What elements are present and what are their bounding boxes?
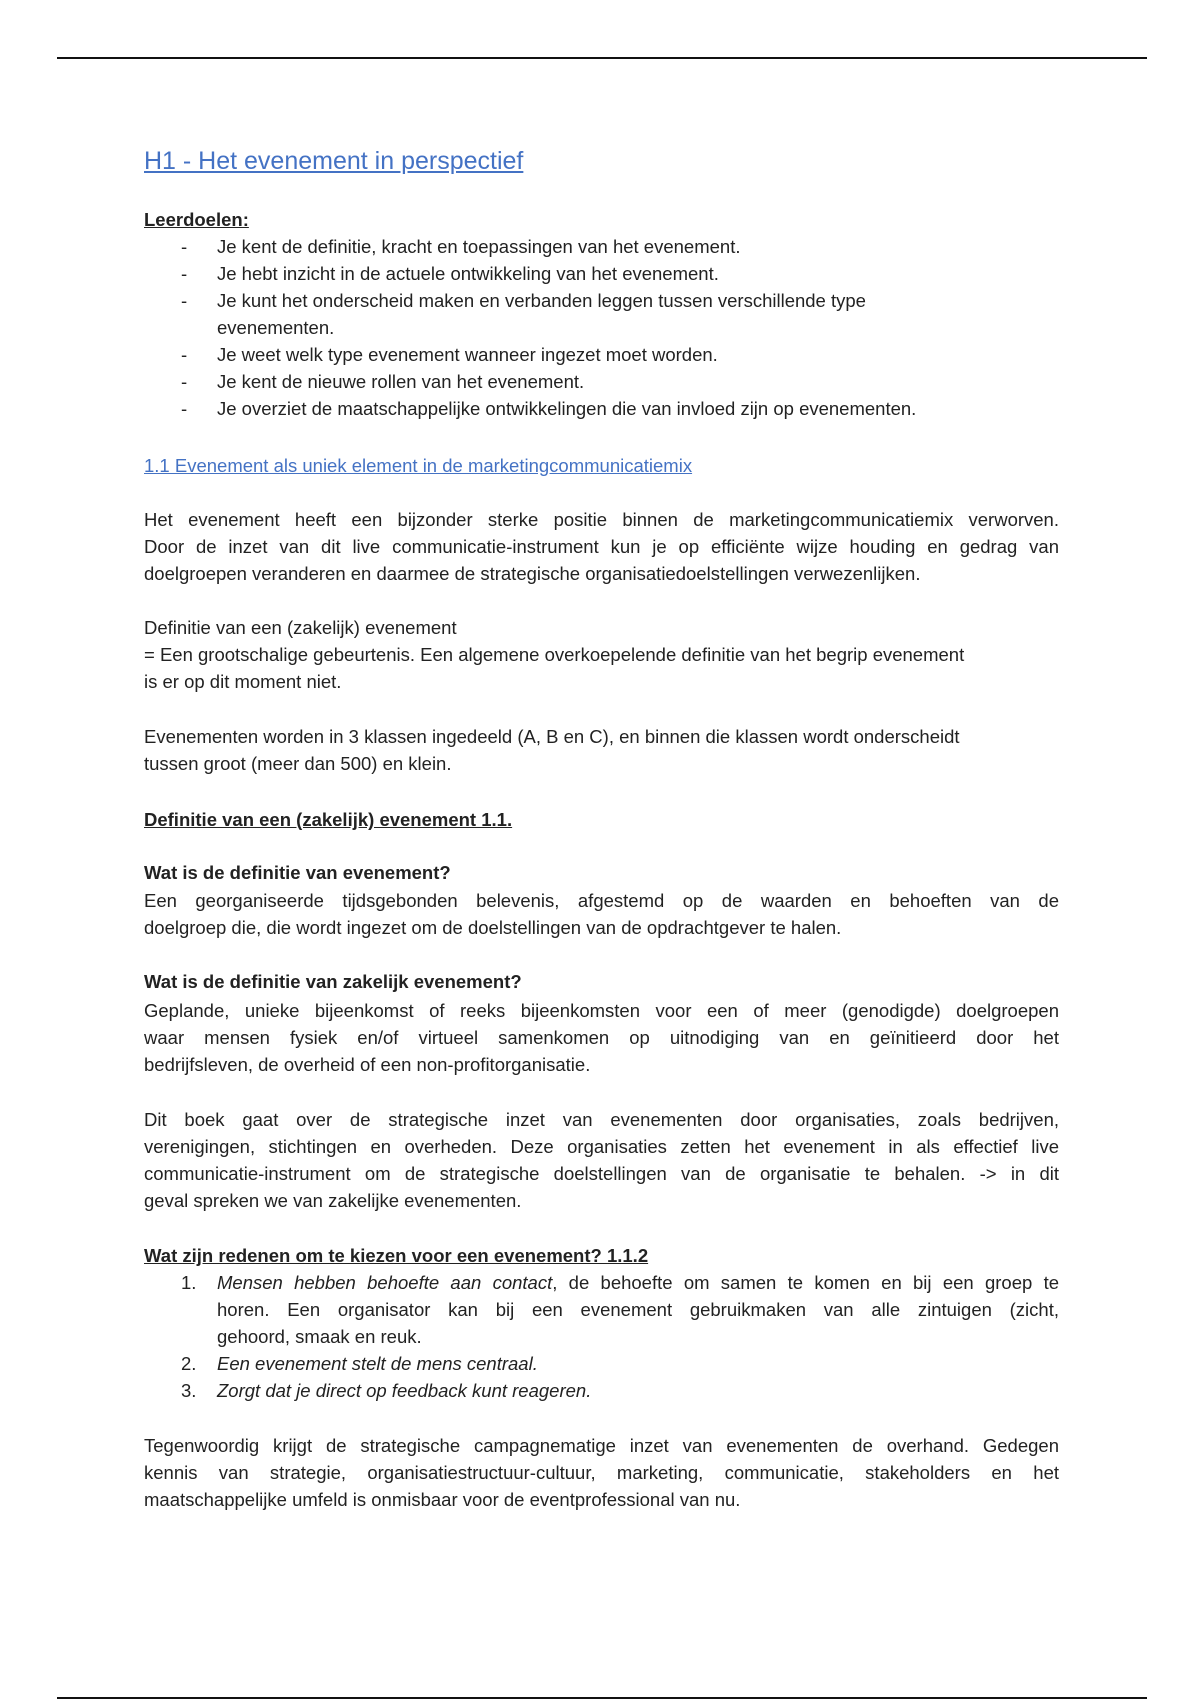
- text-line: bedrijfsleven, de overheid of een non-profitorganisatie.: [144, 1054, 591, 1075]
- text-line: waar mensen fysiek en/of virtueel samenkomen op uitnodiging van en geïnitieerd door het: [144, 1027, 1059, 1048]
- answer-2: [144, 997, 1059, 1078]
- bullet-marker: -: [181, 263, 188, 284]
- text-line: geval spreken we van zakelijke evenementen.: [144, 1190, 522, 1211]
- book-paragraph: [144, 1106, 1059, 1214]
- text-line: maatschappelijke umfeld is onmisbaar voor de eventprofessional van nu.: [144, 1489, 741, 1510]
- list-item-text: Je hebt inzicht in de actuele ontwikkeling van het evenement.: [217, 263, 719, 284]
- text-line: doelgroep die, die wordt ingezet om de doelstellingen van de opdrachtgever te halen.: [144, 917, 842, 938]
- bullet-marker: -: [181, 371, 188, 392]
- reasons-heading: [144, 1242, 1059, 1269]
- question-1-text: Wat is de definitie van evenement?: [144, 862, 451, 883]
- bullet-marker: -: [181, 290, 188, 311]
- list-item: [144, 233, 1059, 260]
- leerdoelen-section: [144, 206, 1059, 422]
- list-number: 2.: [181, 1353, 197, 1374]
- definition-paragraph: [144, 614, 1059, 695]
- section-heading: [144, 452, 1059, 479]
- intro-paragraph: [144, 506, 1059, 587]
- bullet-marker: -: [181, 344, 188, 365]
- text-line: verenigingen, stichtingen en overheden. Deze organisaties zetten het evenement in als effectief live: [144, 1136, 1059, 1157]
- list-item-text: evenementen.: [217, 317, 335, 338]
- list-number: 3.: [181, 1380, 197, 1401]
- list-item-text: Je kent de definitie, kracht en toepassingen van het evenement.: [217, 236, 741, 257]
- list-item: [144, 1269, 1059, 1350]
- question-2-text: Wat is de definitie van zakelijk evenement?: [144, 971, 522, 992]
- italic-text: Zorgt dat je direct op feedback kunt reageren.: [217, 1380, 592, 1401]
- leerdoelen-heading: Leerdoelen:: [144, 209, 249, 230]
- header-rule: [57, 57, 1147, 59]
- list-item-text: Je weet welk type evenement wanneer ingezet moet worden.: [217, 344, 718, 365]
- list-item: [144, 1377, 1059, 1404]
- text-line: Geplande, unieke bijeenkomst of reeks bijeenkomsten voor een of meer (genodigde) doelgroepen: [144, 1000, 1059, 1021]
- definition-heading-text: Definitie van een (zakelijk) evenement 1.1.: [144, 809, 513, 830]
- list-item: [144, 395, 1059, 422]
- list-item-text: [217, 1377, 1059, 1404]
- text-line: kennis van strategie, organisatiestructuur-cultuur, marketing, communicatie, stakeholders en het: [144, 1462, 1059, 1483]
- list-item-rest: , de behoefte om samen te komen en bij een groep te: [552, 1272, 1059, 1293]
- text-line: Door de inzet van dit live communicatie-instrument kun je op efficiënte wijze houding en gedrag van: [144, 536, 1059, 557]
- closing-paragraph: [144, 1432, 1059, 1513]
- reasons-heading-text: Wat zijn redenen om te kiezen voor een evenement? 1.1.2: [144, 1245, 649, 1266]
- text-line: Dit boek gaat over de strategische inzet van evenementen door organisaties, zoals bedrijven,: [144, 1109, 1059, 1130]
- list-item-text: [217, 1350, 1059, 1377]
- italic-text: Mensen hebben behoefte aan contact: [217, 1272, 553, 1293]
- text-line: Definitie van een (zakelijk) evenement: [144, 617, 457, 638]
- question-1: [144, 859, 1059, 886]
- list-item: [144, 341, 1059, 368]
- italic-text: Een evenement stelt de mens centraal.: [217, 1353, 538, 1374]
- footer-rule: [57, 1697, 1147, 1699]
- answer-1: [144, 887, 1059, 941]
- list-item: [144, 287, 1059, 341]
- list-item: [144, 368, 1059, 395]
- text-line: communicatie-instrument om de strategische doelstellingen van de organisatie te behalen. -> in dit: [144, 1163, 1059, 1184]
- title-text: H1 - Het evenement in perspectief: [144, 147, 524, 175]
- reasons-list: [144, 1269, 1059, 1404]
- list-number: 1.: [181, 1272, 197, 1293]
- text-line: = Een grootschalige gebeurtenis. Een algemene overkoepelende definitie van het begrip evenement: [144, 644, 965, 665]
- question-2: [144, 968, 1059, 995]
- definition-heading: [144, 806, 1059, 833]
- section-1-1-heading: 1.1 Evenement als uniek element in de marketingcommunicatiemix: [144, 455, 693, 476]
- text-line: Een georganiseerde tijdsgebonden belevenis, afgestemd op de waarden en behoeften van de: [144, 890, 1059, 911]
- list-item: [144, 260, 1059, 287]
- page-title: [144, 145, 1059, 177]
- text-line: Tegenwoordig krijgt de strategische campagnematige inzet van evenementen de overhand. Gedegen: [144, 1435, 1059, 1456]
- text-line: Evenementen worden in 3 klassen ingedeeld (A, B en C), en binnen die klassen wordt onderscheidt: [144, 726, 960, 747]
- bullet-marker: -: [181, 236, 188, 257]
- list-item-text: Je kunt het onderscheid maken en verbanden leggen tussen verschillende type: [217, 290, 866, 311]
- list-item-continuation: gehoord, smaak en reuk.: [217, 1326, 422, 1347]
- list-item-text: [217, 1269, 1059, 1296]
- list-item: [144, 1350, 1059, 1377]
- bullet-marker: -: [181, 398, 188, 419]
- text-line: is er op dit moment niet.: [144, 671, 342, 692]
- text-line: tussen groot (meer dan 500) en klein.: [144, 753, 452, 774]
- list-item-continuation: horen. Een organisator kan bij een evenement gebruikmaken van alle zintuigen (zicht,: [217, 1299, 1059, 1320]
- classes-paragraph: [144, 723, 1059, 777]
- text-line: doelgroepen veranderen en daarmee de strategische organisatiedoelstellingen verwezenlijken.: [144, 563, 921, 584]
- list-item-text: Je overziet de maatschappelijke ontwikkelingen die van invloed zijn op evenementen.: [217, 398, 917, 419]
- text-line: Het evenement heeft een bijzonder sterke positie binnen de marketingcommunicatiemix verworven.: [144, 509, 1059, 530]
- list-item-text: Je kent de nieuwe rollen van het evenement.: [217, 371, 585, 392]
